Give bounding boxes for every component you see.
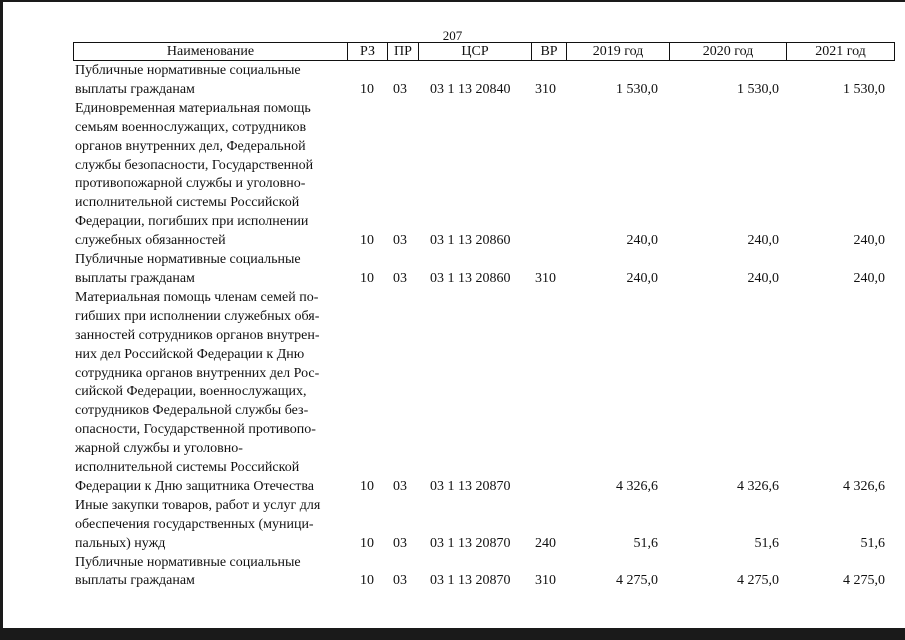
cell-y2021: 4 275,0	[843, 573, 885, 589]
cell-csr: 03 1 13 20870	[430, 478, 511, 494]
header-2019: 2019 год	[566, 43, 669, 60]
row-name-line: Единовременная материальная помощь	[75, 100, 311, 116]
cell-rz: 10	[360, 233, 374, 249]
header-rz: РЗ	[347, 43, 387, 60]
row-name-line: Публичные нормативные социальные	[75, 554, 301, 570]
cell-y2019: 4 275,0	[616, 573, 658, 589]
cell-y2021: 1 530,0	[843, 81, 885, 97]
table-row	[0, 497, 905, 554]
row-name-line: жарной службы и уголовно-	[75, 441, 243, 457]
cell-vr: 310	[535, 81, 556, 97]
cell-rz: 10	[360, 478, 374, 494]
cell-pr: 03	[393, 270, 407, 286]
row-name-line: Публичные нормативные социальные	[75, 252, 301, 268]
row-name-line: Федерации, погибших при исполнении	[75, 214, 309, 230]
header-pr: ПР	[387, 43, 418, 60]
cell-pr: 03	[393, 535, 407, 551]
cell-y2021: 4 326,6	[843, 478, 885, 494]
table-row	[0, 62, 905, 100]
cell-y2020: 4 275,0	[737, 573, 779, 589]
cell-y2021: 51,6	[860, 535, 885, 551]
cell-y2019: 240,0	[626, 233, 658, 249]
table-row	[0, 251, 905, 289]
row-name-line: занностей сотрудников органов внутрен-	[75, 327, 320, 343]
cell-y2019: 1 530,0	[616, 81, 658, 97]
cell-csr: 03 1 13 20860	[430, 233, 511, 249]
row-name-line: Федерации к Дню защитника Отечества	[75, 478, 315, 494]
cell-csr: 03 1 13 20870	[430, 573, 511, 589]
row-name-line: Иные закупки товаров, работ и услуг для	[75, 497, 321, 513]
row-name	[75, 251, 337, 289]
cell-y2020: 4 326,6	[737, 478, 779, 494]
scan-edge-top	[0, 0, 905, 2]
header-name: Наименование	[73, 43, 347, 60]
row-name-line: противопожарной службы и уголовно-	[75, 176, 306, 192]
row-name-line: Материальная помощь членам семей по-	[75, 289, 319, 305]
row-name-line: пальных) нужд	[75, 535, 166, 551]
row-name-line: органов внутренних дел, Федеральной	[75, 138, 306, 154]
cell-vr: 310	[535, 270, 556, 286]
cell-vr: 240	[535, 535, 556, 551]
cell-rz: 10	[360, 535, 374, 551]
cell-csr: 03 1 13 20860	[430, 270, 511, 286]
row-name-line: Публичные нормативные социальные	[75, 63, 301, 78]
header-2021: 2021 год	[786, 43, 895, 60]
cell-y2019: 240,0	[626, 270, 658, 286]
header-vr: ВР	[531, 43, 566, 60]
cell-vr: 310	[535, 573, 556, 589]
row-name-line: гибших при исполнении служебных обя-	[75, 308, 320, 324]
row-name-line: опасности, Государственной противопо-	[75, 422, 316, 438]
row-name	[75, 62, 337, 100]
row-name-line: сотрудников Федеральной службы без-	[75, 403, 309, 419]
row-name-line: обеспечения государственных (муници-	[75, 516, 314, 532]
table-row	[0, 289, 905, 497]
row-name-line: исполнительной системы Российской	[75, 460, 300, 476]
table-row	[0, 554, 905, 592]
cell-rz: 10	[360, 81, 374, 97]
header-2020: 2020 год	[669, 43, 786, 60]
cell-y2020: 240,0	[747, 270, 779, 286]
row-name-line: исполнительной системы Российской	[75, 195, 300, 211]
cell-pr: 03	[393, 81, 407, 97]
cell-y2019: 51,6	[633, 535, 658, 551]
cell-y2020: 1 530,0	[737, 81, 779, 97]
scan-edge-bottom	[0, 628, 905, 640]
table-row	[0, 100, 905, 251]
cell-csr: 03 1 13 20870	[430, 535, 511, 551]
row-name-line: выплаты гражданам	[75, 81, 195, 97]
cell-pr: 03	[393, 233, 407, 249]
cell-y2021: 240,0	[853, 233, 885, 249]
cell-rz: 10	[360, 573, 374, 589]
cell-y2019: 4 326,6	[616, 478, 658, 494]
row-name-line: служебных обязанностей	[75, 233, 226, 249]
row-name-line: семьям военнослужащих, сотрудников	[75, 119, 307, 135]
header-csr: ЦСР	[418, 43, 531, 60]
table-body	[0, 62, 905, 591]
row-name-line: выплаты гражданам	[75, 270, 195, 286]
cell-pr: 03	[393, 478, 407, 494]
row-name-line: сотрудника органов внутренних дел Рос-	[75, 365, 320, 381]
table-header	[73, 42, 895, 61]
cell-y2021: 240,0	[853, 270, 885, 286]
row-name	[75, 289, 337, 497]
row-name	[75, 497, 337, 554]
row-name	[75, 100, 337, 251]
cell-pr: 03	[393, 573, 407, 589]
row-name-line: выплаты гражданам	[75, 573, 195, 589]
cell-rz: 10	[360, 270, 374, 286]
row-name	[75, 554, 337, 592]
cell-y2020: 51,6	[754, 535, 779, 551]
row-name-line: сийской Федерации, военнослужащих,	[75, 384, 307, 400]
page-number: 207	[442, 28, 463, 43]
row-name-line: них дел Российской Федерации к Дню	[75, 346, 305, 362]
cell-y2020: 240,0	[747, 233, 779, 249]
cell-csr: 03 1 13 20840	[430, 81, 511, 97]
row-name-line: службы безопасности, Государственной	[75, 157, 314, 173]
